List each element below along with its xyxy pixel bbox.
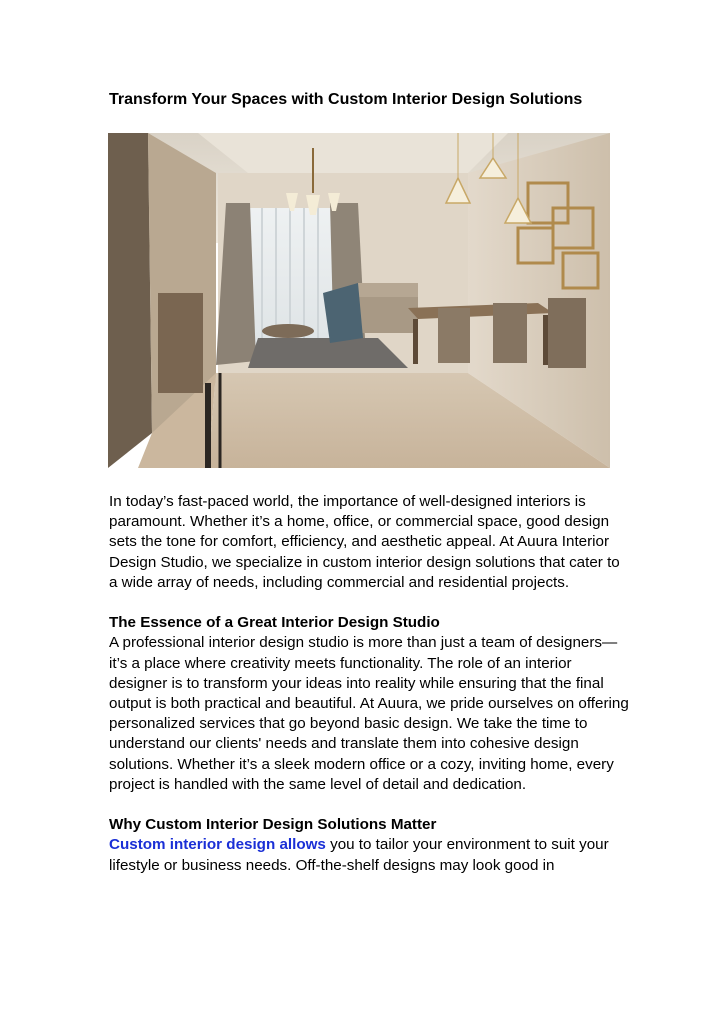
hero-image [108, 133, 610, 468]
section-heading-why-custom: Why Custom Interior Design Solutions Matter [109, 816, 437, 834]
intro-paragraph: In today’s fast-paced world, the importance of well-designed interiors is paramount. Whether it’s a home, office, or commercial space, good design sets the tone for comfort, efficiency, and aesthetic appeal. At Auura Interior Design Studio, we specialize in custom interior design solutions that cater to a wide array of needs, including commercial and residential projects. [109, 493, 620, 591]
custom-design-link[interactable]: Custom interior design allows [109, 836, 326, 854]
section-paragraph-why-custom [109, 835, 629, 875]
section-paragraph-essence: A professional interior design studio is more than just a team of designers—it’s a place where creativity meets functionality. The role of an interior designer is to transform your ideas into reality while ensuring that the final output is both practical and beautiful. At Auura, we pride ourselves on offering personalized services that go beyond basic design. We take the time to understand our clients' needs and translate them into cohesive design solutions. Whether it’s a sleek modern office or a cozy, inviting home, every project is handled with the same level of detail and dedication. [109, 634, 629, 793]
page-title: Transform Your Spaces with Custom Interior Design Solutions [109, 91, 583, 108]
section-heading-essence: The Essence of a Great Interior Design Studio [109, 614, 440, 632]
section-paragraph-why-custom-text: you to tailor your environment to suit your lifestyle or business needs. Off-the-shelf designs may look good in [109, 836, 609, 874]
article-body [109, 492, 629, 876]
interior-photo-icon [108, 133, 610, 468]
